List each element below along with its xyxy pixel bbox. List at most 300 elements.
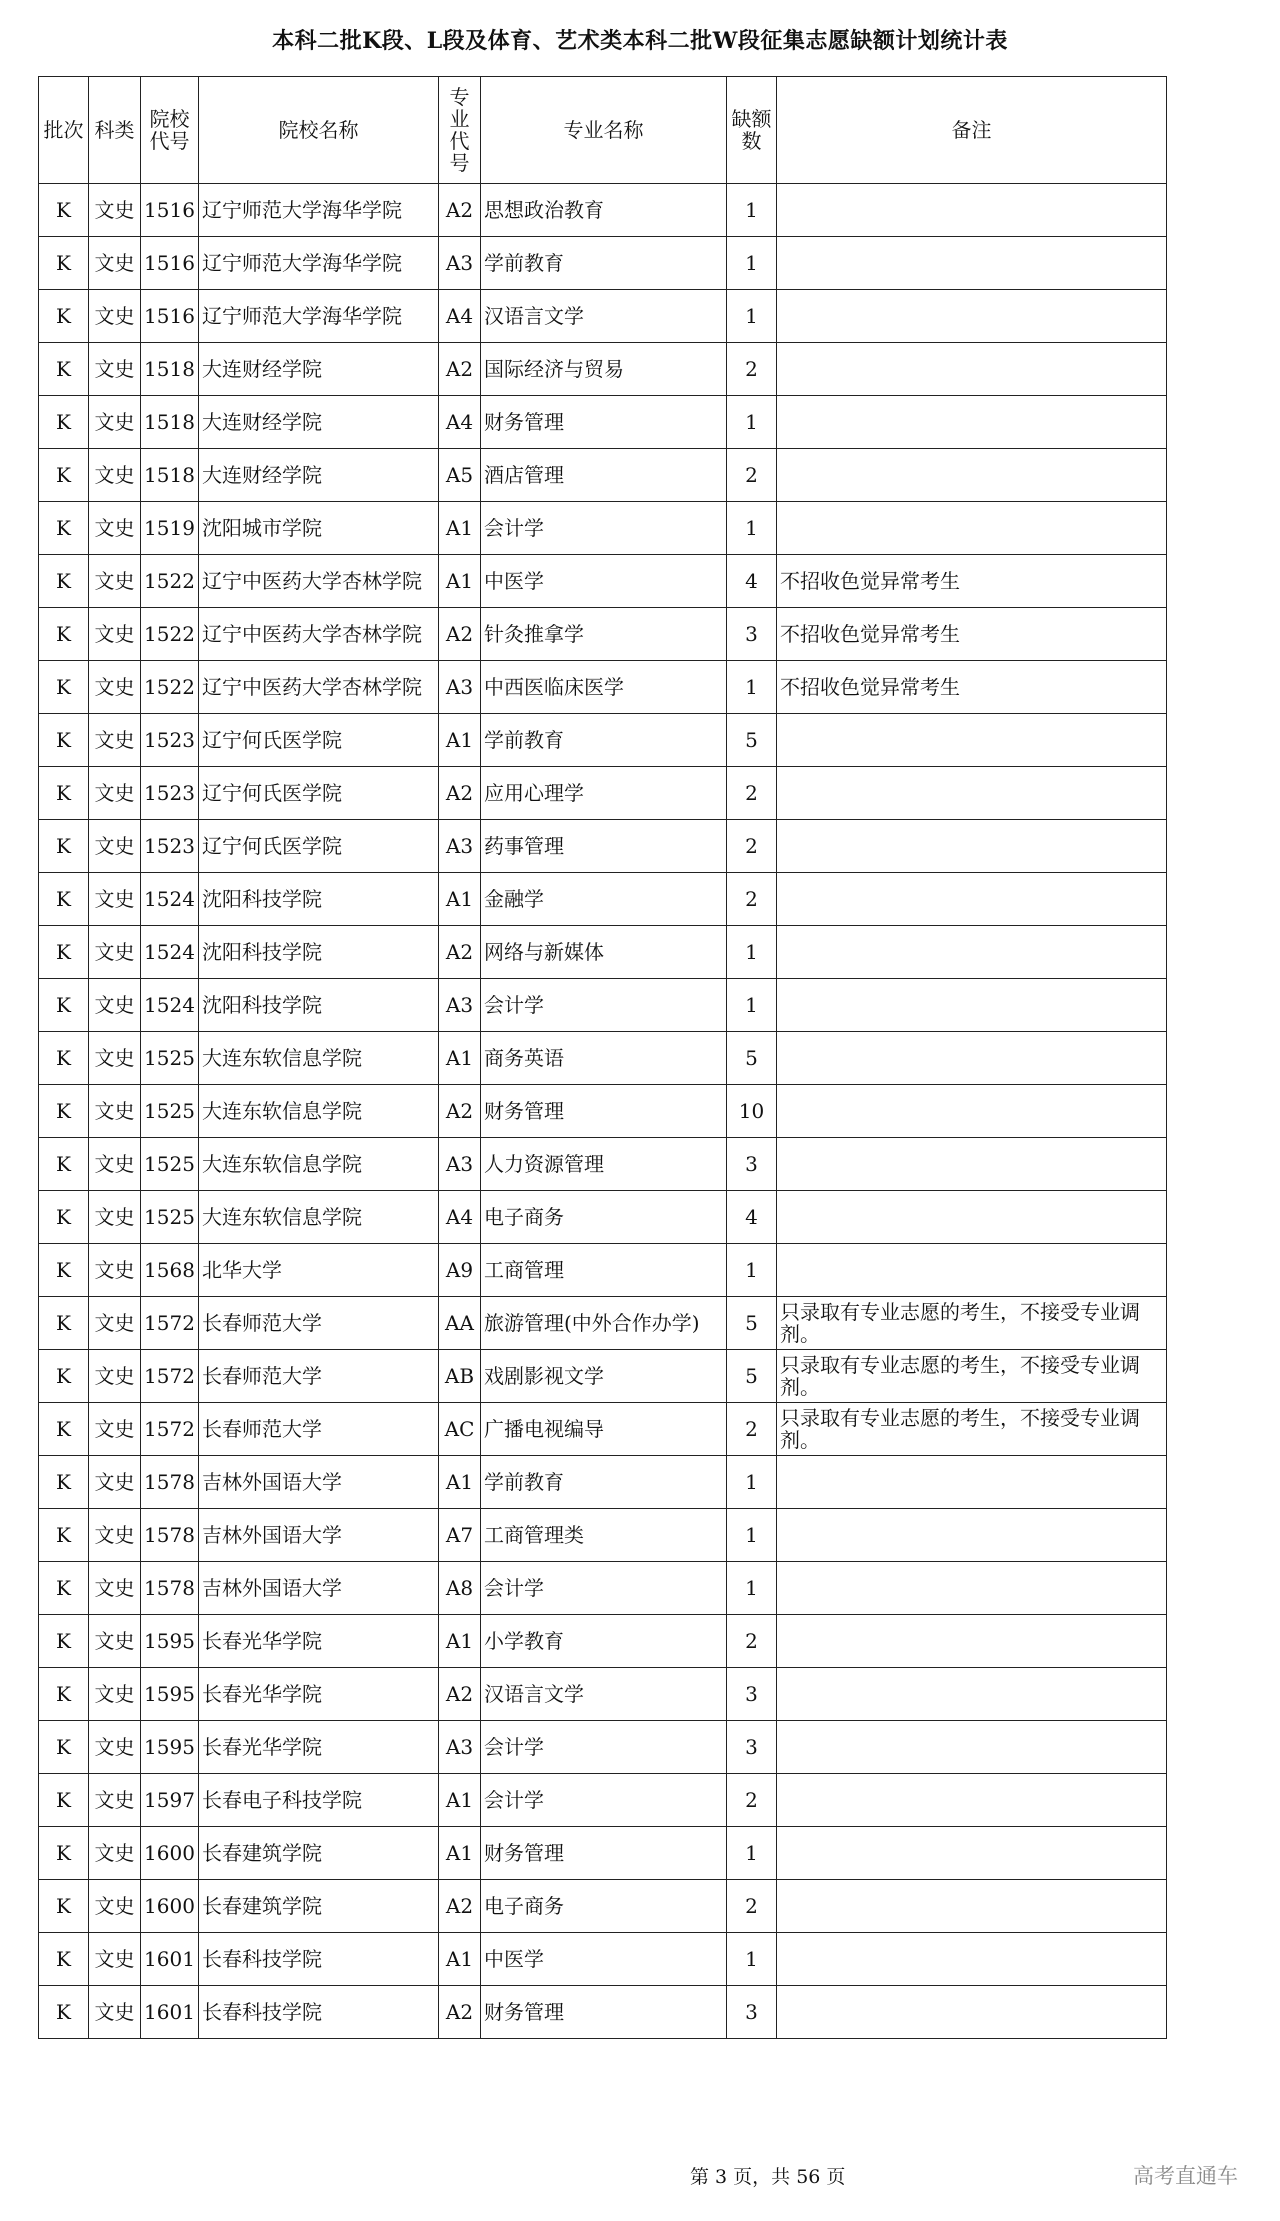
header-school-code: 院校代号	[141, 77, 199, 184]
page-title: 本科二批K段、L段及体育、艺术类本科二批W段征集志愿缺额计划统计表	[272, 28, 1008, 54]
cell-major-name: 针灸推拿学	[481, 608, 727, 661]
cell-major-name: 学前教育	[481, 1456, 727, 1509]
cell-remark: 只录取有专业志愿的考生，不接受专业调剂。	[777, 1350, 1167, 1403]
cell-vacancy: 2	[727, 820, 777, 873]
table-row	[39, 1615, 1167, 1668]
cell-batch: K	[39, 1403, 89, 1456]
cell-category: 文史	[89, 1562, 141, 1615]
cell-school-name: 大连东软信息学院	[199, 1085, 439, 1138]
cell-school-name: 辽宁中医药大学杏林学院	[199, 661, 439, 714]
cell-school-name: 长春建筑学院	[199, 1880, 439, 1933]
cell-batch: K	[39, 1615, 89, 1668]
cell-school-code: 1524	[141, 873, 199, 926]
cell-remark	[777, 1191, 1167, 1244]
cell-major-code: A1	[439, 1774, 481, 1827]
cell-category: 文史	[89, 237, 141, 290]
cell-batch: K	[39, 237, 89, 290]
cell-vacancy: 2	[727, 1615, 777, 1668]
cell-batch: K	[39, 1085, 89, 1138]
watermark: 高考直通车	[1133, 2164, 1238, 2188]
cell-school-name: 沈阳科技学院	[199, 873, 439, 926]
cell-category: 文史	[89, 1986, 141, 2039]
cell-vacancy: 1	[727, 396, 777, 449]
cell-major-name: 网络与新媒体	[481, 926, 727, 979]
cell-batch: K	[39, 1456, 89, 1509]
cell-school-name: 辽宁师范大学海华学院	[199, 290, 439, 343]
cell-batch: K	[39, 1986, 89, 2039]
cell-major-code: A2	[439, 1986, 481, 2039]
cell-vacancy: 1	[727, 926, 777, 979]
page-footer: 第 3 页，共 56 页	[690, 2166, 846, 2188]
cell-remark	[777, 1880, 1167, 1933]
cell-school-name: 大连东软信息学院	[199, 1138, 439, 1191]
cell-category: 文史	[89, 1085, 141, 1138]
cell-remark	[777, 1933, 1167, 1986]
table-row	[39, 1297, 1167, 1350]
cell-vacancy: 5	[727, 1297, 777, 1350]
cell-category: 文史	[89, 1880, 141, 1933]
cell-category: 文史	[89, 1774, 141, 1827]
table-row	[39, 1986, 1167, 2039]
cell-category: 文史	[89, 608, 141, 661]
cell-major-name: 财务管理	[481, 396, 727, 449]
cell-major-code: A4	[439, 290, 481, 343]
cell-vacancy: 2	[727, 343, 777, 396]
cell-vacancy: 5	[727, 1350, 777, 1403]
header-vacancy: 缺额数	[727, 77, 777, 184]
table-row	[39, 820, 1167, 873]
cell-batch: K	[39, 290, 89, 343]
cell-vacancy: 2	[727, 873, 777, 926]
cell-major-code: A4	[439, 396, 481, 449]
cell-major-code: A2	[439, 343, 481, 396]
cell-vacancy: 3	[727, 1721, 777, 1774]
cell-major-name: 财务管理	[481, 1085, 727, 1138]
cell-vacancy: 2	[727, 1403, 777, 1456]
cell-batch: K	[39, 608, 89, 661]
cell-vacancy: 4	[727, 555, 777, 608]
cell-remark	[777, 1986, 1167, 2039]
cell-category: 文史	[89, 1191, 141, 1244]
cell-remark	[777, 1138, 1167, 1191]
cell-major-code: A2	[439, 767, 481, 820]
cell-major-name: 财务管理	[481, 1986, 727, 2039]
cell-batch: K	[39, 1350, 89, 1403]
cell-major-name: 会计学	[481, 1562, 727, 1615]
cell-school-name: 辽宁师范大学海华学院	[199, 237, 439, 290]
cell-major-name: 汉语言文学	[481, 290, 727, 343]
cell-major-code: A3	[439, 1138, 481, 1191]
cell-remark	[777, 1085, 1167, 1138]
cell-school-code: 1597	[141, 1774, 199, 1827]
cell-batch: K	[39, 873, 89, 926]
cell-school-name: 北华大学	[199, 1244, 439, 1297]
table-row	[39, 449, 1167, 502]
cell-category: 文史	[89, 1032, 141, 1085]
cell-major-name: 会计学	[481, 502, 727, 555]
header-school-name: 院校名称	[199, 77, 439, 184]
cell-major-name: 工商管理	[481, 1244, 727, 1297]
cell-vacancy: 1	[727, 1562, 777, 1615]
cell-major-name: 酒店管理	[481, 449, 727, 502]
cell-school-name: 辽宁何氏医学院	[199, 714, 439, 767]
cell-major-name: 小学教育	[481, 1615, 727, 1668]
table-row	[39, 661, 1167, 714]
cell-major-code: AB	[439, 1350, 481, 1403]
cell-major-code: A2	[439, 1085, 481, 1138]
cell-major-code: A8	[439, 1562, 481, 1615]
cell-remark: 只录取有专业志愿的考生，不接受专业调剂。	[777, 1403, 1167, 1456]
cell-category: 文史	[89, 290, 141, 343]
cell-vacancy: 1	[727, 1509, 777, 1562]
cell-batch: K	[39, 1032, 89, 1085]
cell-school-code: 1601	[141, 1933, 199, 1986]
cell-school-code: 1568	[141, 1244, 199, 1297]
cell-major-code: A1	[439, 555, 481, 608]
cell-major-code: A1	[439, 1615, 481, 1668]
cell-category: 文史	[89, 343, 141, 396]
cell-school-name: 辽宁中医药大学杏林学院	[199, 608, 439, 661]
cell-school-code: 1518	[141, 449, 199, 502]
cell-batch: K	[39, 714, 89, 767]
cell-school-name: 长春师范大学	[199, 1350, 439, 1403]
cell-category: 文史	[89, 1456, 141, 1509]
cell-remark	[777, 1032, 1167, 1085]
cell-category: 文史	[89, 502, 141, 555]
cell-school-code: 1525	[141, 1085, 199, 1138]
cell-major-code: A2	[439, 184, 481, 237]
cell-major-name: 金融学	[481, 873, 727, 926]
cell-school-code: 1525	[141, 1032, 199, 1085]
cell-school-code: 1578	[141, 1562, 199, 1615]
cell-category: 文史	[89, 449, 141, 502]
cell-remark	[777, 1668, 1167, 1721]
cell-category: 文史	[89, 1509, 141, 1562]
cell-category: 文史	[89, 926, 141, 979]
cell-batch: K	[39, 396, 89, 449]
cell-remark	[777, 873, 1167, 926]
cell-category: 文史	[89, 1668, 141, 1721]
cell-category: 文史	[89, 714, 141, 767]
cell-major-code: A2	[439, 608, 481, 661]
table-row	[39, 1244, 1167, 1297]
cell-major-name: 旅游管理(中外合作办学)	[481, 1297, 727, 1350]
cell-remark: 只录取有专业志愿的考生，不接受专业调剂。	[777, 1297, 1167, 1350]
table-row	[39, 1350, 1167, 1403]
cell-vacancy: 1	[727, 979, 777, 1032]
cell-batch: K	[39, 1297, 89, 1350]
cell-vacancy: 10	[727, 1085, 777, 1138]
cell-major-name: 中西医临床医学	[481, 661, 727, 714]
cell-major-code: A2	[439, 1880, 481, 1933]
cell-remark	[777, 714, 1167, 767]
cell-major-code: A9	[439, 1244, 481, 1297]
cell-major-name: 国际经济与贸易	[481, 343, 727, 396]
cell-school-code: 1595	[141, 1721, 199, 1774]
cell-school-name: 辽宁中医药大学杏林学院	[199, 555, 439, 608]
cell-school-name: 大连财经学院	[199, 343, 439, 396]
cell-major-code: A1	[439, 1933, 481, 1986]
cell-major-code: A1	[439, 1827, 481, 1880]
header-category: 科类	[89, 77, 141, 184]
header-row	[39, 77, 1167, 184]
cell-school-name: 辽宁师范大学海华学院	[199, 184, 439, 237]
cell-school-name: 长春光华学院	[199, 1615, 439, 1668]
cell-major-name: 工商管理类	[481, 1509, 727, 1562]
cell-school-name: 大连财经学院	[199, 396, 439, 449]
table-row	[39, 1774, 1167, 1827]
cell-school-code: 1522	[141, 608, 199, 661]
cell-remark: 不招收色觉异常考生	[777, 555, 1167, 608]
table-row	[39, 979, 1167, 1032]
cell-major-code: A4	[439, 1191, 481, 1244]
cell-batch: K	[39, 1933, 89, 1986]
cell-batch: K	[39, 1668, 89, 1721]
cell-school-name: 吉林外国语大学	[199, 1562, 439, 1615]
cell-school-name: 长春光华学院	[199, 1668, 439, 1721]
cell-batch: K	[39, 1562, 89, 1615]
cell-category: 文史	[89, 1827, 141, 1880]
cell-school-code: 1578	[141, 1456, 199, 1509]
cell-category: 文史	[89, 661, 141, 714]
cell-school-code: 1595	[141, 1668, 199, 1721]
cell-school-name: 长春师范大学	[199, 1403, 439, 1456]
cell-major-name: 汉语言文学	[481, 1668, 727, 1721]
cell-batch: K	[39, 1509, 89, 1562]
cell-vacancy: 5	[727, 714, 777, 767]
cell-major-name: 药事管理	[481, 820, 727, 873]
cell-major-code: A5	[439, 449, 481, 502]
table-row	[39, 1827, 1167, 1880]
cell-remark	[777, 449, 1167, 502]
cell-vacancy: 2	[727, 1880, 777, 1933]
cell-category: 文史	[89, 873, 141, 926]
cell-batch: K	[39, 502, 89, 555]
cell-remark	[777, 1774, 1167, 1827]
cell-vacancy: 4	[727, 1191, 777, 1244]
table-row	[39, 343, 1167, 396]
cell-vacancy: 1	[727, 1933, 777, 1986]
cell-major-code: A1	[439, 873, 481, 926]
cell-batch: K	[39, 926, 89, 979]
cell-vacancy: 1	[727, 661, 777, 714]
cell-vacancy: 1	[727, 1456, 777, 1509]
cell-vacancy: 5	[727, 1032, 777, 1085]
cell-school-name: 大连东软信息学院	[199, 1032, 439, 1085]
cell-category: 文史	[89, 767, 141, 820]
cell-batch: K	[39, 184, 89, 237]
cell-school-name: 吉林外国语大学	[199, 1509, 439, 1562]
cell-school-code: 1523	[141, 714, 199, 767]
cell-batch: K	[39, 1191, 89, 1244]
cell-major-name: 会计学	[481, 1774, 727, 1827]
cell-remark	[777, 1509, 1167, 1562]
cell-school-code: 1524	[141, 979, 199, 1032]
cell-major-name: 商务英语	[481, 1032, 727, 1085]
cell-category: 文史	[89, 1244, 141, 1297]
cell-major-name: 人力资源管理	[481, 1138, 727, 1191]
cell-vacancy: 3	[727, 1986, 777, 2039]
cell-remark	[777, 1244, 1167, 1297]
cell-school-name: 长春电子科技学院	[199, 1774, 439, 1827]
cell-vacancy: 1	[727, 184, 777, 237]
cell-category: 文史	[89, 1721, 141, 1774]
table-row	[39, 1668, 1167, 1721]
table-row	[39, 1721, 1167, 1774]
cell-school-code: 1600	[141, 1827, 199, 1880]
cell-major-name: 中医学	[481, 1933, 727, 1986]
cell-school-name: 吉林外国语大学	[199, 1456, 439, 1509]
cell-remark	[777, 926, 1167, 979]
header-major-name: 专业名称	[481, 77, 727, 184]
cell-category: 文史	[89, 555, 141, 608]
cell-batch: K	[39, 343, 89, 396]
cell-batch: K	[39, 555, 89, 608]
header-remark: 备注	[777, 77, 1167, 184]
cell-major-code: A3	[439, 1721, 481, 1774]
cell-batch: K	[39, 1827, 89, 1880]
cell-remark	[777, 237, 1167, 290]
cell-school-name: 长春师范大学	[199, 1297, 439, 1350]
cell-major-name: 广播电视编导	[481, 1403, 727, 1456]
cell-major-code: A3	[439, 237, 481, 290]
table-row	[39, 184, 1167, 237]
cell-remark	[777, 1827, 1167, 1880]
cell-batch: K	[39, 1774, 89, 1827]
cell-school-name: 辽宁何氏医学院	[199, 820, 439, 873]
cell-major-name: 学前教育	[481, 237, 727, 290]
cell-category: 文史	[89, 979, 141, 1032]
table-row	[39, 1403, 1167, 1456]
table-row	[39, 502, 1167, 555]
cell-school-name: 长春科技学院	[199, 1986, 439, 2039]
cell-school-code: 1516	[141, 184, 199, 237]
cell-school-code: 1601	[141, 1986, 199, 2039]
table-row	[39, 1933, 1167, 1986]
table-row	[39, 1562, 1167, 1615]
table-row	[39, 873, 1167, 926]
cell-school-code: 1523	[141, 767, 199, 820]
cell-remark	[777, 1562, 1167, 1615]
table-row	[39, 1138, 1167, 1191]
table-row	[39, 237, 1167, 290]
cell-category: 文史	[89, 184, 141, 237]
table-row	[39, 714, 1167, 767]
cell-school-code: 1595	[141, 1615, 199, 1668]
cell-major-name: 思想政治教育	[481, 184, 727, 237]
table-row	[39, 555, 1167, 608]
cell-vacancy: 3	[727, 1138, 777, 1191]
table-row	[39, 1191, 1167, 1244]
table-row	[39, 1456, 1167, 1509]
cell-batch: K	[39, 979, 89, 1032]
header-major-code: 专业代号	[439, 77, 481, 184]
cell-batch: K	[39, 767, 89, 820]
cell-major-name: 财务管理	[481, 1827, 727, 1880]
cell-major-code: A1	[439, 1032, 481, 1085]
cell-remark	[777, 396, 1167, 449]
cell-school-code: 1522	[141, 555, 199, 608]
cell-major-name: 电子商务	[481, 1880, 727, 1933]
cell-major-code: A2	[439, 926, 481, 979]
cell-school-name: 长春光华学院	[199, 1721, 439, 1774]
cell-school-code: 1578	[141, 1509, 199, 1562]
vacancy-table	[38, 76, 1167, 2039]
cell-major-code: A7	[439, 1509, 481, 1562]
cell-batch: K	[39, 1721, 89, 1774]
cell-remark	[777, 502, 1167, 555]
cell-school-code: 1522	[141, 661, 199, 714]
cell-major-name: 应用心理学	[481, 767, 727, 820]
cell-school-name: 长春科技学院	[199, 1933, 439, 1986]
cell-batch: K	[39, 1138, 89, 1191]
table-row	[39, 1085, 1167, 1138]
cell-remark	[777, 184, 1167, 237]
cell-batch: K	[39, 820, 89, 873]
cell-major-code: AA	[439, 1297, 481, 1350]
cell-school-code: 1524	[141, 926, 199, 979]
cell-remark	[777, 979, 1167, 1032]
table-row	[39, 396, 1167, 449]
cell-school-code: 1518	[141, 396, 199, 449]
cell-school-code: 1516	[141, 290, 199, 343]
cell-category: 文史	[89, 1297, 141, 1350]
table-row	[39, 1032, 1167, 1085]
cell-major-code: A3	[439, 661, 481, 714]
header-batch: 批次	[39, 77, 89, 184]
cell-major-code: AC	[439, 1403, 481, 1456]
cell-major-name: 戏剧影视文学	[481, 1350, 727, 1403]
cell-school-code: 1518	[141, 343, 199, 396]
cell-vacancy: 2	[727, 449, 777, 502]
table-row	[39, 1509, 1167, 1562]
cell-vacancy: 2	[727, 1774, 777, 1827]
cell-major-name: 电子商务	[481, 1191, 727, 1244]
cell-vacancy: 1	[727, 502, 777, 555]
table-row	[39, 926, 1167, 979]
cell-major-name: 会计学	[481, 979, 727, 1032]
cell-major-code: A2	[439, 1668, 481, 1721]
cell-batch: K	[39, 1244, 89, 1297]
cell-remark	[777, 767, 1167, 820]
cell-school-name: 大连东软信息学院	[199, 1191, 439, 1244]
cell-major-code: A1	[439, 1456, 481, 1509]
cell-major-code: A1	[439, 714, 481, 767]
cell-major-code: A3	[439, 820, 481, 873]
cell-vacancy: 1	[727, 1244, 777, 1297]
cell-major-name: 会计学	[481, 1721, 727, 1774]
cell-major-name: 学前教育	[481, 714, 727, 767]
cell-school-name: 辽宁何氏医学院	[199, 767, 439, 820]
cell-school-code: 1519	[141, 502, 199, 555]
cell-school-name: 沈阳科技学院	[199, 979, 439, 1032]
cell-school-code: 1572	[141, 1297, 199, 1350]
cell-vacancy: 3	[727, 1668, 777, 1721]
cell-batch: K	[39, 1880, 89, 1933]
cell-vacancy: 1	[727, 237, 777, 290]
cell-category: 文史	[89, 1933, 141, 1986]
cell-category: 文史	[89, 396, 141, 449]
cell-major-code: A3	[439, 979, 481, 1032]
cell-school-code: 1572	[141, 1403, 199, 1456]
cell-school-name: 大连财经学院	[199, 449, 439, 502]
cell-category: 文史	[89, 820, 141, 873]
cell-category: 文史	[89, 1615, 141, 1668]
cell-remark	[777, 820, 1167, 873]
cell-school-name: 沈阳城市学院	[199, 502, 439, 555]
cell-remark: 不招收色觉异常考生	[777, 608, 1167, 661]
cell-vacancy: 2	[727, 767, 777, 820]
